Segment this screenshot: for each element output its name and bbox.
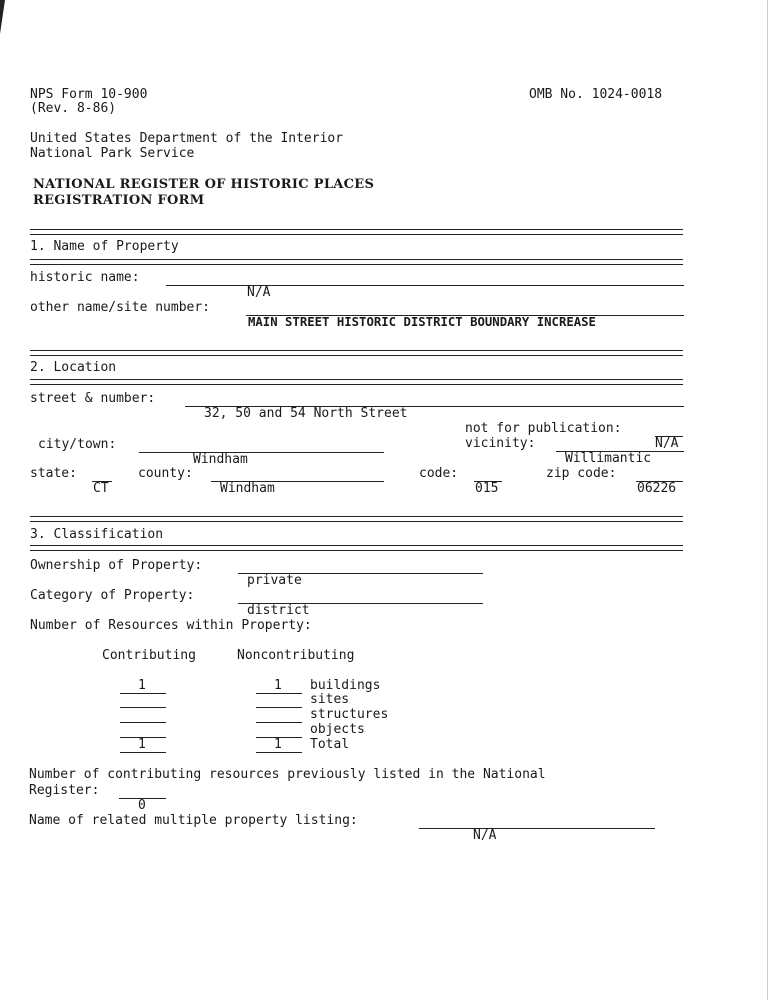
ownership-field bbox=[238, 558, 483, 588]
state-value: CT bbox=[93, 481, 109, 496]
contributing-count bbox=[120, 722, 166, 738]
historic-name-field bbox=[166, 270, 684, 300]
resource-type-label: structures bbox=[310, 707, 389, 722]
noncontributing-count bbox=[256, 707, 302, 723]
contributing-count bbox=[120, 692, 166, 708]
section-divider bbox=[30, 229, 683, 235]
scan-edge-mark bbox=[0, 0, 5, 34]
previously-listed-label: Number of contributing resources previously listed in the National bbox=[29, 767, 546, 782]
agency: National Park Service bbox=[30, 146, 195, 161]
resource-type-label: sites bbox=[310, 692, 350, 707]
zip-field bbox=[636, 466, 683, 496]
column-noncontributing: Noncontributing bbox=[237, 648, 355, 663]
zip-value: 06226 bbox=[637, 481, 677, 496]
category-field bbox=[238, 588, 483, 618]
code-field bbox=[474, 466, 502, 496]
ownership-label: Ownership of Property: bbox=[30, 558, 203, 573]
noncontributing-count bbox=[256, 692, 302, 708]
section-heading: 3. Classification bbox=[30, 527, 164, 542]
previously-listed-field bbox=[119, 783, 166, 813]
form-revision: (Rev. 8-86) bbox=[30, 101, 117, 116]
historic-name-label: historic name: bbox=[30, 270, 140, 285]
state-field bbox=[92, 466, 112, 496]
not-for-publication-field bbox=[655, 421, 683, 451]
state-label: state: bbox=[30, 466, 77, 481]
historic-name-value: N/A bbox=[247, 285, 271, 300]
vicinity-label: vicinity: bbox=[465, 436, 536, 451]
resource-type-label: buildings bbox=[310, 678, 381, 693]
total-label: Total bbox=[310, 737, 350, 752]
section-heading: 1. Name of Property bbox=[30, 239, 179, 254]
section-heading: 2. Location bbox=[30, 360, 117, 375]
section-divider bbox=[30, 259, 683, 265]
contributing-value: 1 bbox=[138, 678, 146, 693]
resource-type-label: objects bbox=[310, 722, 365, 737]
code-label: code: bbox=[419, 466, 459, 481]
code-value: 015 bbox=[475, 481, 499, 496]
form-subtitle: REGISTRATION FORM bbox=[33, 193, 205, 208]
omb-number: OMB No. 1024-0018 bbox=[529, 87, 663, 102]
street-label: street & number: bbox=[30, 391, 156, 406]
vicinity-field bbox=[556, 436, 684, 466]
multiple-property-field bbox=[419, 813, 655, 843]
ownership-value: private bbox=[247, 573, 302, 588]
section-divider bbox=[30, 516, 683, 522]
zip-label: zip code: bbox=[546, 466, 617, 481]
noncontributing-total-value: 1 bbox=[274, 737, 282, 752]
contributing-total-value: 1 bbox=[138, 737, 146, 752]
contributing-total bbox=[120, 737, 166, 753]
other-name-label: other name/site number: bbox=[30, 300, 211, 315]
vicinity-value: Willimantic bbox=[565, 451, 652, 466]
not-for-publication-value: N/A bbox=[655, 436, 679, 451]
previously-listed-label-cont: Register: bbox=[29, 783, 100, 798]
not-for-publication-label: not for publication: bbox=[465, 421, 622, 436]
scan-edge-line bbox=[767, 0, 768, 1000]
category-label: Category of Property: bbox=[30, 588, 195, 603]
column-contributing: Contributing bbox=[102, 648, 196, 663]
department: United States Department of the Interior bbox=[30, 131, 344, 146]
noncontributing-value: 1 bbox=[274, 678, 282, 693]
noncontributing-count bbox=[256, 722, 302, 738]
contributing-count bbox=[120, 707, 166, 723]
category-value: district bbox=[247, 603, 310, 618]
resources-label: Number of Resources within Property: bbox=[30, 618, 312, 633]
section-divider bbox=[30, 379, 683, 385]
street-field bbox=[185, 391, 684, 421]
noncontributing-total bbox=[256, 737, 302, 753]
multiple-property-value: N/A bbox=[473, 828, 497, 843]
county-value: Windham bbox=[220, 481, 275, 496]
section-divider bbox=[30, 545, 683, 551]
city-label: city/town: bbox=[38, 437, 117, 452]
street-value: 32, 50 and 54 North Street bbox=[204, 406, 408, 421]
other-name-value: MAIN STREET HISTORIC DISTRICT BOUNDARY INCREASE bbox=[248, 315, 596, 329]
other-name-field bbox=[246, 300, 684, 329]
form-number: NPS Form 10-900 bbox=[30, 87, 148, 102]
city-value: Windham bbox=[193, 452, 248, 467]
section-divider bbox=[30, 350, 683, 356]
county-label: county: bbox=[138, 466, 193, 481]
previously-listed-value: 0 bbox=[138, 798, 146, 813]
multiple-property-label: Name of related multiple property listing: bbox=[29, 813, 358, 828]
county-field bbox=[211, 466, 384, 496]
city-field bbox=[139, 437, 384, 467]
form-title: NATIONAL REGISTER OF HISTORIC PLACES bbox=[33, 177, 375, 192]
